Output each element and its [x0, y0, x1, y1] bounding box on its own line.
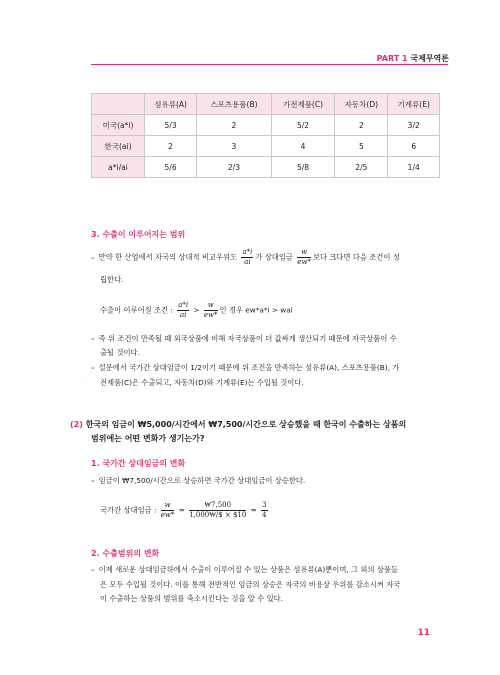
- denominator: ai: [179, 311, 187, 319]
- text: 수출이 이루어질 조건 :: [100, 305, 173, 315]
- fraction: [241, 248, 253, 267]
- question-2: [70, 418, 450, 432]
- bullet-dash: –: [91, 363, 95, 372]
- text: 즉 위 조건이 만족될 때 외국상품에 비해 자국상품이 더 값싸게 생산되기 때문에 자국상품이 수: [98, 334, 397, 343]
- bullet-dash: –: [91, 476, 95, 485]
- table-cell: 2: [335, 115, 388, 136]
- numerator: w: [161, 501, 175, 511]
- table-header-cell: 섬유류(A): [145, 94, 197, 115]
- part-label: PART 1: [376, 54, 408, 63]
- table-cell: 3: [197, 136, 272, 157]
- table-cell: 5/6: [145, 157, 197, 178]
- section3-bullet-3: [91, 361, 446, 375]
- denominator: ew*: [160, 511, 175, 519]
- text: 만약 한 산업에서 자국의 상대적 비교우위도: [98, 252, 238, 262]
- text: 국가간 상대임금 :: [100, 505, 157, 515]
- table-row: [92, 157, 440, 178]
- table-cell: 3/2: [388, 115, 440, 136]
- sub1-bullet: [91, 474, 446, 488]
- table-cell: 4: [271, 136, 335, 157]
- text: 인 경우 ew*a*i > wai: [219, 305, 293, 315]
- relative-wage-formula: 국가간 상대임금 : $\frac{w}{ew*}$ = $\frac{₩7,500}{1,000₩/\$ \times \$10}$ = $\frac{3}{4}$: [100, 501, 267, 519]
- table-cell: 2/3: [197, 157, 272, 178]
- denominator: ew*: [203, 311, 218, 319]
- section3-bullet-1: [91, 248, 446, 267]
- header-rule: [91, 64, 448, 65]
- sub2-line3: 이 수출하는 상품의 범위를 축소시킨다는 것을 알 수 있다.: [100, 594, 283, 603]
- fraction: [177, 301, 189, 320]
- row-label: 미국(a*i): [92, 115, 145, 136]
- numerator: a*i: [242, 248, 253, 256]
- section3-bullet-2: [91, 332, 446, 346]
- fraction: [261, 501, 267, 520]
- section-heading: 3. 수출이 이루어지는 범위: [91, 230, 186, 239]
- numerator: 3: [262, 501, 267, 509]
- denominator: ai: [244, 258, 251, 266]
- denominator: ew*: [297, 258, 311, 266]
- sub2-line2: 은 모두 수입될 것이다. 이를 통해 전반적인 임금의 상승은 자국의 비용상 우위를 감소시켜 자국: [100, 580, 401, 589]
- comparison-table: [91, 93, 440, 178]
- numerator: w: [204, 301, 218, 311]
- numerator: a*i: [178, 301, 189, 309]
- page-number: 11: [417, 628, 430, 638]
- table-cell: 5/8: [271, 157, 335, 178]
- table-header-cell: 스포츠용품(B): [197, 94, 272, 115]
- text: 가 상대임금: [255, 252, 293, 262]
- chapter-title: 국제무역론: [410, 54, 449, 63]
- table-cell: 1/4: [388, 157, 440, 178]
- question-2-line2: 범위에는 어떤 변화가 생기는가?: [91, 434, 205, 443]
- question-text: 한국의 임금이 ₩5,000/시간에서 ₩7,500/시간으로 상승했을 때 한국이 수출하는 상품의: [85, 420, 407, 429]
- table-cell: 5/2: [271, 115, 335, 136]
- export-condition: 수출이 이루어질 조건 : $\frac{a*i}{ai}$ > $\frac{w}{ew*}$ 인 경우 ew*a*i > wai: [100, 301, 293, 319]
- bullet-dash: –: [91, 252, 95, 262]
- bullet-dash: –: [91, 334, 95, 343]
- running-header: [377, 53, 449, 64]
- table-row: [92, 115, 440, 136]
- subsection-heading: 2. 수출범위의 변화: [91, 549, 160, 558]
- table-header-cell: 자동차(D): [335, 94, 388, 115]
- table-cell: 2: [197, 115, 272, 136]
- bullet-dash: –: [91, 565, 95, 574]
- row-label: a*i/ai: [92, 157, 145, 178]
- section3-bullet-2-line2: 출될 것이다.: [100, 348, 140, 357]
- sub2-bullet: [91, 563, 451, 577]
- table-header-cell: [92, 94, 145, 115]
- text: 임금이 ₩7,500/시간으로 상승하면 국가간 상대임금이 상승한다.: [98, 476, 306, 485]
- denominator: 4: [262, 511, 267, 519]
- section3-bullet-1-line2: 립한다.: [100, 275, 124, 284]
- denominator: 1,000₩/$ × $10: [189, 511, 247, 519]
- fraction: [297, 248, 311, 267]
- table-cell: 2/5: [335, 157, 388, 178]
- fraction: [189, 501, 246, 520]
- row-label: 한국(ai): [92, 136, 145, 157]
- table-row: [92, 136, 440, 157]
- text: 이제 새로운 상대임금하에서 수출이 이루어질 수 있는 상품은 섬유류(A)뿐이며, 그 외의 상품들: [98, 565, 398, 574]
- table-cell: 5: [335, 136, 388, 157]
- text: 보다 크다면 다음 조건이 성: [312, 252, 400, 262]
- table-cell: 5/3: [145, 115, 197, 136]
- question-number: (2): [70, 420, 83, 429]
- numerator: ₩7,500: [189, 501, 246, 511]
- subsection-heading: 1. 국가간 상대임금의 변화: [91, 459, 186, 468]
- text: 설문에서 국가간 상대임금이 1/2이기 때문에 위 조건을 만족하는 섬유류(A), 스포츠용품(B), 가: [98, 363, 400, 372]
- table-header-cell: 기계류(E): [388, 94, 440, 115]
- section3-bullet-3-line2: 전제품(C)은 수출되고, 자동차(D)와 기계류(E)는 수입될 것이다.: [100, 378, 304, 387]
- fraction: [204, 301, 218, 320]
- fraction: [161, 501, 175, 520]
- table-header-cell: 가전제품(C): [271, 94, 335, 115]
- table-cell: 6: [388, 136, 440, 157]
- table-header-row: [92, 94, 440, 115]
- table-cell: 2: [145, 136, 197, 157]
- numerator: w: [297, 248, 311, 258]
